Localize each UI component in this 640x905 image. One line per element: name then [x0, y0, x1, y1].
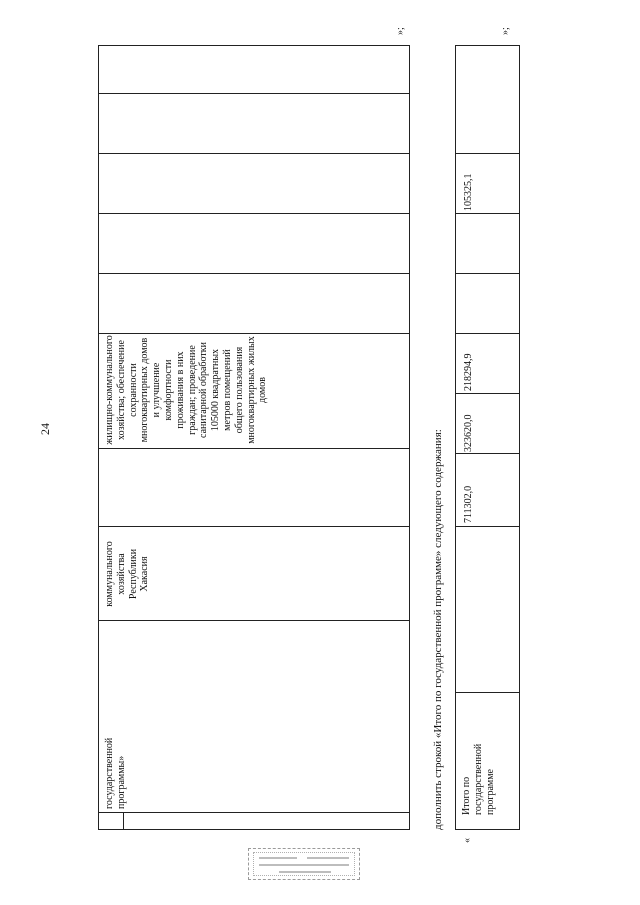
- table-row-separator: [123, 813, 124, 829]
- program-cell: государственной программы»: [104, 737, 127, 809]
- table-column-line: [99, 620, 409, 621]
- table-column-line: [99, 812, 409, 813]
- table-column-line: [456, 393, 519, 394]
- total-value: 105325,1: [463, 173, 474, 211]
- table-column-line: [99, 273, 409, 274]
- stamp-mark: [259, 864, 349, 866]
- table-column-line: [99, 93, 409, 94]
- page-number: 24: [38, 423, 52, 435]
- stamp-mark: [279, 871, 331, 873]
- table-column-line: [99, 213, 409, 214]
- total-table: [455, 45, 520, 830]
- table-column-line: [456, 453, 519, 454]
- table-column-line: [456, 333, 519, 334]
- open-quote: «: [462, 838, 473, 843]
- table1-end-mark: »;: [395, 27, 406, 35]
- table-column-line: [99, 333, 409, 334]
- total-value: 218294,9: [463, 353, 474, 391]
- total-value: 711302,0: [463, 485, 474, 523]
- table-column-line: [456, 692, 519, 693]
- stamp-mark: [307, 857, 349, 859]
- total-value: 323620,0: [463, 414, 474, 452]
- table-column-line: [99, 448, 409, 449]
- total-label: Итого по государственной программе: [461, 743, 496, 815]
- table-column-line: [456, 526, 519, 527]
- result-cell: жилищно-коммунального хозяйства; обеспечение сохранности многоквартирных домов и улучшение комфортности проживания в них граждан; проведение санитарной обработки 105000 квадратных метров помещений общего пользования многоквартирных жилых домов: [104, 335, 269, 445]
- table-column-line: [456, 273, 519, 274]
- table2-end-mark: »;: [500, 27, 511, 35]
- table-column-line: [99, 526, 409, 527]
- table-column-line: [456, 153, 519, 154]
- stamp-mark: [259, 857, 297, 859]
- ministry-cell: коммунального хозяйства Республики Хакасия: [104, 541, 151, 607]
- supplement-text: дополнить строкой «Итого по государственной программе» следующего содержания:: [432, 429, 444, 830]
- stamp-image: [248, 848, 360, 880]
- table-column-line: [99, 153, 409, 154]
- program-table: [98, 45, 410, 830]
- table-column-line: [456, 213, 519, 214]
